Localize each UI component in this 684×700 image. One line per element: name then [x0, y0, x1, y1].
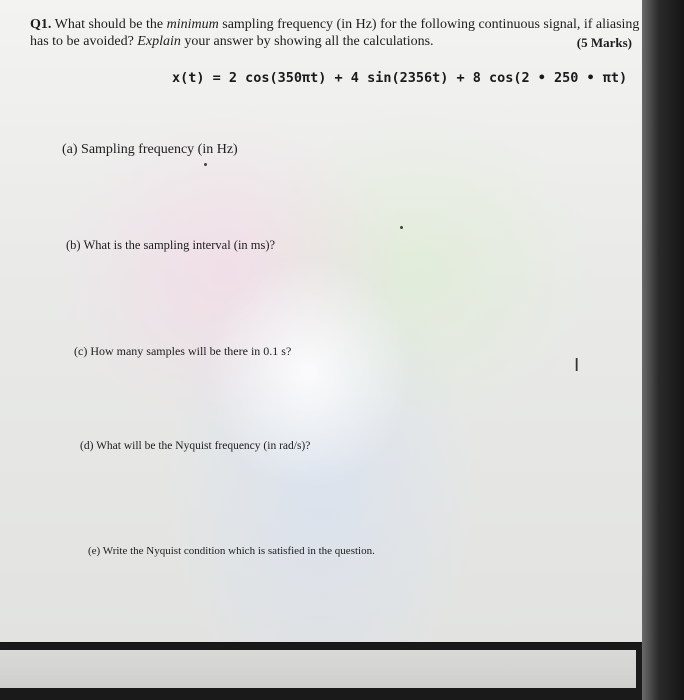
part-e-question: (e) Write the Nyquist condition which is satisfied in the question. — [88, 545, 375, 557]
marks-label: (5 Marks) — [576, 35, 632, 50]
question-text-1a: What should be the — [54, 17, 164, 32]
part-b-question: (b) What is the sampling interval (in ms)? — [66, 238, 276, 252]
dust-speck — [400, 226, 403, 229]
question-text-2b: your answer by showing all the calculations. — [184, 34, 434, 49]
signal-equation: x(t) = 2 cos(350πt) + 4 sin(2356t) + 8 cos(2 • 250 • πt) — [172, 70, 628, 86]
lower-sheet-edge — [0, 650, 636, 688]
part-d-question: (d) What will be the Nyquist frequency (in rad/s)? — [80, 440, 311, 452]
dust-speck — [204, 163, 207, 166]
question-emphasis-minimum: minimum — [166, 17, 219, 32]
question-emphasis-explain: Explain — [137, 34, 181, 49]
text-cursor-icon: Ⅰ — [574, 355, 580, 375]
question-line-2 — [30, 33, 434, 50]
part-c-question: (c) How many samples will be there in 0.1 s? — [74, 344, 292, 358]
question-text-1b: sampling frequency (in Hz) for the following continuous signal, if aliasing — [222, 17, 640, 32]
question-number: Q1. — [30, 17, 52, 32]
question-line-1 — [30, 16, 639, 33]
monitor-bezel — [642, 0, 684, 700]
part-a-question: (a) Sampling frequency (in Hz) — [62, 142, 238, 157]
question-text-2a: has to be avoided? — [30, 34, 134, 49]
